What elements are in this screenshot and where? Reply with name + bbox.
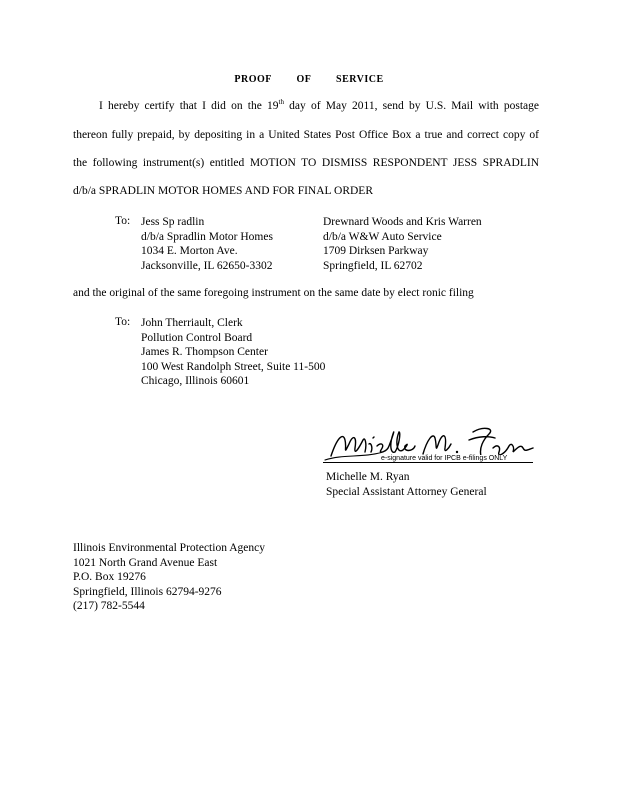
certify-line-3: the following instrument(s) entitled MOTION TO DISMISS RESPONDENT JESS SPRADLIN [73, 157, 539, 169]
clerk-building: James R. Thompson Center [141, 346, 268, 358]
agency-city: Springfield, Illinois 62794-9276 [73, 585, 222, 598]
to-label-1: To: [115, 215, 131, 227]
clerk-name: John Therriault, Clerk [141, 317, 243, 329]
recipient-name: Drewnard Woods and Kris Warren [323, 216, 482, 228]
agency-street: 1021 North Grand Avenue East [73, 556, 218, 569]
clerk-address [141, 316, 325, 389]
recipient-city: Springfield, IL 62702 [323, 259, 423, 272]
recipient-business: d/b/a W&W Auto Service [323, 230, 442, 243]
recipient-business: d/b/a Spradlin Motor Homes [141, 230, 273, 243]
certify-text-a: I hereby certify that I did on the 19 [99, 100, 279, 112]
agency-address [73, 541, 265, 614]
agency-name: Illinois Environmental Protection Agency [73, 542, 265, 554]
certify-line-4: d/b/a SPRADLIN MOTOR HOMES AND FOR FINAL ORDER [73, 185, 373, 197]
to-label-2: To: [115, 316, 131, 328]
signer-name: Michelle M. Ryan [326, 471, 410, 483]
recipient-name: Jess Sp radlin [141, 216, 205, 228]
recipient-street: 1034 E. Morton Ave. [141, 245, 238, 257]
clerk-street: 100 West Randolph Street, Suite 11-500 [141, 360, 326, 373]
ordinal-suffix: th [278, 98, 284, 107]
agency-po-box: P.O. Box 19276 [73, 571, 146, 583]
clerk-board: Pollution Control Board [141, 331, 253, 344]
esignature-note: e-signature valid for IPCB e-filings ONLY [381, 455, 508, 462]
signer-title: Special Assistant Attorney General [326, 485, 487, 498]
certify-text-b: day of May 2011, send by U.S. Mail with postage [283, 100, 539, 112]
agency-phone: (217) 782-5544 [73, 600, 145, 612]
certify-line-2: thereon fully prepaid, by depositing in a United States Post Office Box a true and correct copy of [73, 129, 539, 141]
certify-line-1 [99, 100, 539, 112]
signer-block [326, 470, 487, 499]
recipient-address-2 [323, 215, 482, 273]
recipient-address-1 [141, 215, 273, 273]
recipient-city: Jacksonville, IL 62650-3302 [141, 259, 273, 272]
document-title: PROOF OF SERVICE [234, 74, 384, 85]
signature-line [323, 462, 533, 463]
clerk-city: Chicago, Illinois 60601 [141, 375, 250, 387]
recipient-street: 1709 Dirksen Parkway [323, 245, 429, 257]
original-filing-line: and the original of the same foregoing instrument on the same date by elect ronic filing [73, 287, 474, 299]
